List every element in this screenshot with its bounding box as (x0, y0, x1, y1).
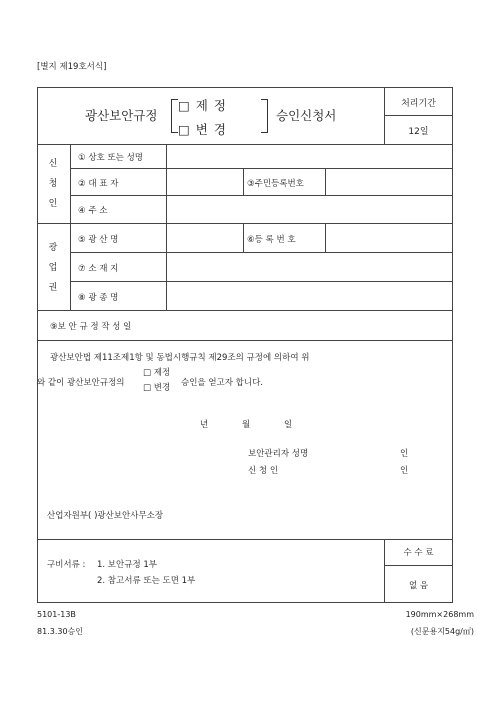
paper-spec: (신문용지54g/㎡) (410, 627, 474, 636)
bracket-left (171, 99, 178, 133)
label-mineral-type: ⑧ 광 종 명 (78, 293, 119, 303)
title-option-change: □ 변 경 (178, 122, 227, 137)
field-resident-number[interactable] (326, 169, 452, 194)
title-left: 광산보안규정 (85, 108, 158, 123)
seal-mark: 인 (400, 466, 409, 476)
field-preparation-date[interactable] (167, 311, 452, 339)
divider (384, 565, 453, 566)
body-option-change[interactable]: □ 변경 (143, 383, 171, 393)
addressee: 산업자원부( )광산보안사무소장 (47, 511, 164, 521)
attachments-label: 구비서류 : (47, 560, 86, 570)
attachment-item: 1. 보안규정 1부 (97, 560, 157, 570)
title-option-establish: □ 제 정 (178, 98, 227, 113)
approval-date: 81.3.30승인 (37, 627, 83, 636)
label-representative: ② 대 표 자 (78, 179, 119, 189)
label-resident-number: ③주민등록번호 (247, 179, 304, 189)
date-year: 년 (200, 420, 209, 430)
processing-period-value: 12일 (408, 127, 429, 137)
form-tag: [별지 제19호서식] (37, 62, 107, 72)
label-preparation-date: ⑨보 안 규 정 작 성 일 (50, 322, 132, 332)
seal-mark: 인 (400, 449, 409, 459)
attachment-item: 2. 참고서류 또는 도면 1부 (97, 576, 196, 586)
label-address: ④ 주 소 (78, 206, 108, 216)
label-location: ⑦ 소 재 지 (78, 264, 119, 274)
body-line-2-prefix: 와 같이 광산보안규정의 (37, 378, 125, 388)
divider (37, 539, 453, 540)
processing-period-label: 처리기간 (401, 99, 436, 109)
signature-applicant-label: 신 청 인 (248, 466, 279, 476)
divider (243, 168, 244, 195)
field-representative[interactable] (167, 169, 242, 194)
divider (384, 115, 453, 116)
field-registration-number[interactable] (326, 224, 452, 251)
bracket-right (261, 99, 268, 133)
label-business-name: ① 상호 또는 성명 (78, 153, 143, 163)
paper-size: 190mm×268mm (405, 610, 474, 619)
date-month: 월 (242, 420, 251, 430)
fee-label: 수 수 료 (403, 548, 434, 558)
body-line-2-suffix: 승인을 얻고자 합니다. (181, 378, 264, 388)
signature-security-manager-label: 보안관리자 성명 (248, 449, 309, 459)
divider (37, 340, 453, 341)
field-address[interactable] (167, 196, 452, 222)
label-mine-name: ⑤ 광 산 명 (78, 235, 119, 245)
fee-value: 없 음 (408, 581, 429, 591)
form-code: 5101-13B (37, 610, 76, 619)
field-mineral-type[interactable] (167, 282, 452, 309)
body-line-1: 광산보안법 제11조제1항 및 동법시행규칙 제29조의 규정에 의하여 위 (50, 353, 310, 363)
title-right: 승인신청서 (276, 108, 337, 123)
date-day: 일 (284, 420, 293, 430)
mining-right-section-label: 광 업 권 (48, 243, 58, 293)
field-mine-name[interactable] (167, 224, 242, 251)
divider (243, 223, 244, 252)
field-business-name[interactable] (167, 145, 452, 167)
field-location[interactable] (167, 253, 452, 280)
body-option-establish[interactable]: □ 제정 (143, 368, 171, 378)
applicant-section-label: 신 청 인 (48, 159, 58, 209)
label-registration-number: ⑥등 록 번 호 (247, 235, 296, 245)
